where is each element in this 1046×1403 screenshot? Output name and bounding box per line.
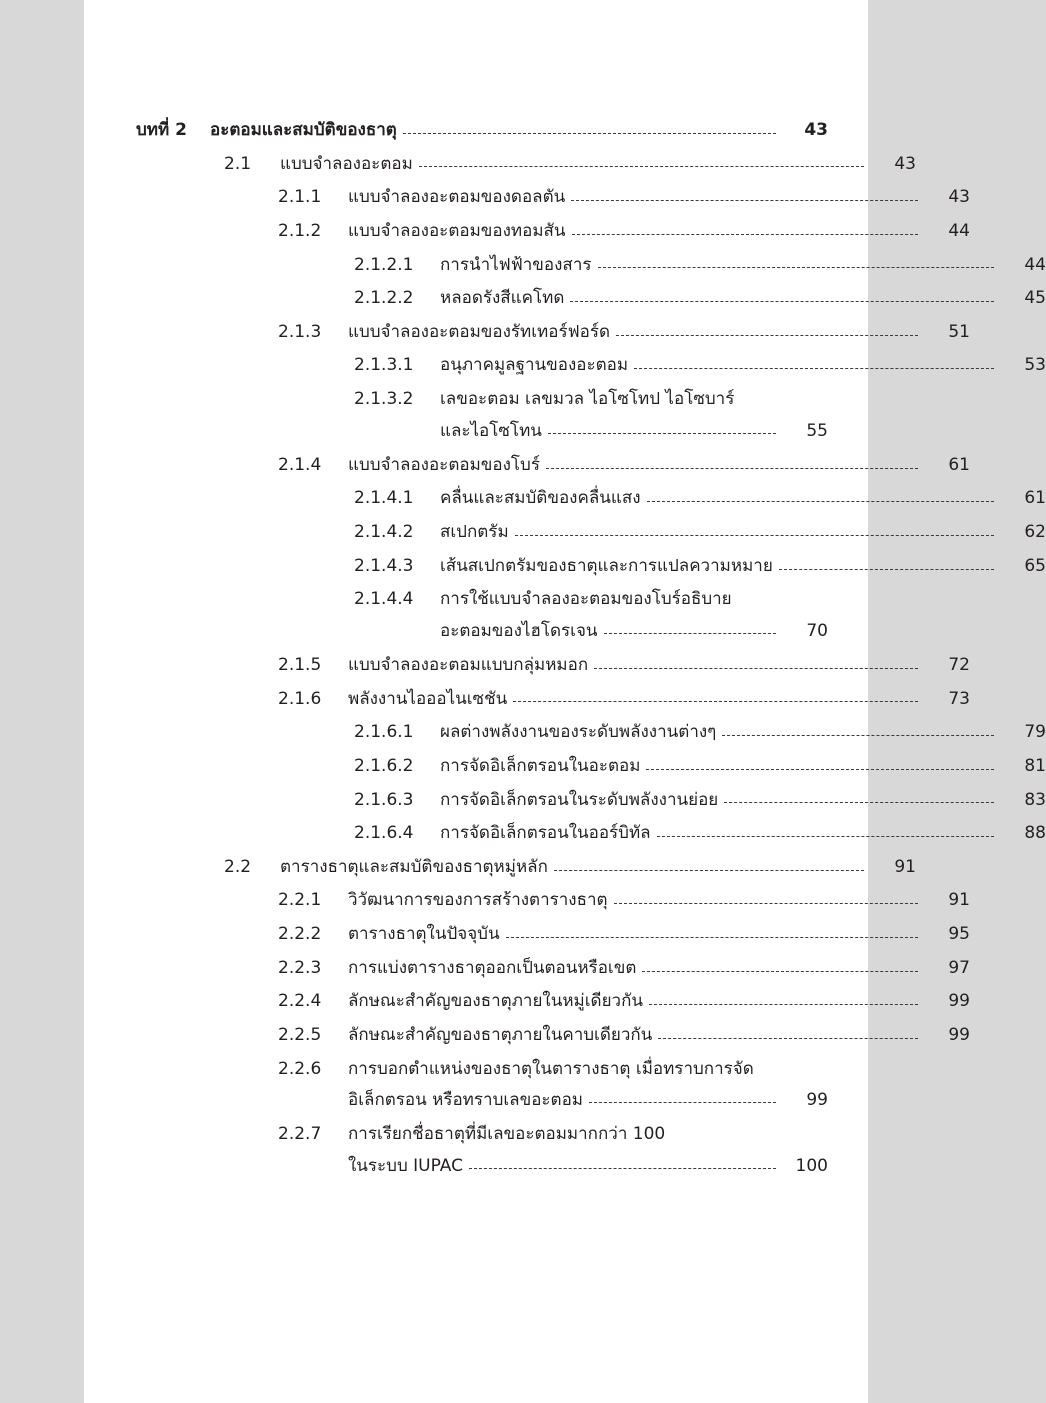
entry-page-number: 97	[948, 957, 970, 978]
entry-title: ลักษณะสำคัญของธาตุภายในคาบเดียวกัน	[348, 1025, 653, 1046]
leader-dots	[646, 769, 994, 770]
entry-number: 2.1.3.1	[354, 355, 414, 376]
toc-entry[interactable]	[136, 821, 1046, 846]
leader-dots	[554, 870, 864, 871]
entry-number: 2.1.4.4	[354, 589, 414, 610]
leader-dots	[419, 166, 864, 167]
entry-title-continued: ในระบบ IUPAC	[348, 1155, 463, 1176]
toc-entry[interactable]	[136, 219, 970, 244]
toc-entry[interactable]	[136, 653, 970, 678]
toc-entry[interactable]	[136, 855, 916, 880]
toc-entry-continuation	[136, 1152, 828, 1179]
entry-page-number: 91	[894, 856, 916, 877]
toc-entry[interactable]	[136, 1023, 970, 1048]
leader-dots	[760, 1071, 918, 1072]
toc-entry[interactable]	[136, 286, 1046, 311]
entry-title: ตารางธาตุในปัจจุบัน	[348, 924, 500, 945]
leader-dots	[614, 903, 918, 904]
entry-title: แบบจำลองอะตอมของรัทเทอร์ฟอร์ด	[348, 321, 611, 342]
entry-number: 2.1.4.3	[354, 555, 414, 576]
entry-page-number: 70	[806, 620, 828, 641]
entry-number: 2.1.2.2	[354, 288, 414, 309]
entry-page-number: 100	[795, 1155, 828, 1176]
entry-page-number: 88	[1024, 823, 1046, 844]
entry-page-number: 44	[948, 220, 970, 241]
entry-page-number: 61	[1024, 488, 1046, 509]
toc-entry-continuation	[136, 617, 828, 644]
entry-page-number: 79	[1024, 722, 1046, 743]
toc-entry[interactable]	[136, 253, 1046, 278]
leader-dots	[594, 668, 918, 669]
toc-entry[interactable]	[136, 453, 970, 478]
entry-title: การเรียกชื่อธาตุที่มีเลขอะตอมมากกว่า 100	[348, 1124, 666, 1145]
entry-page-number: 65	[1024, 555, 1046, 576]
entry-number: 2.1.4	[278, 454, 322, 475]
entry-number: 2.1.6	[278, 688, 322, 709]
entry-page-number: 45	[1024, 288, 1046, 309]
entry-title: แบบจำลองอะตอมแบบกลุ่มหมอก	[348, 654, 589, 675]
toc-entry-continuation	[136, 1086, 828, 1113]
entry-title: การใช้แบบจำลองอะตอมของโบร์อธิบาย	[440, 589, 732, 610]
entry-number: 2.1.6.1	[354, 722, 414, 743]
entry-title-continued: และไอโซโทน	[440, 420, 542, 441]
entry-number: 2.1.6.4	[354, 823, 414, 844]
entry-number: 2.2.2	[278, 924, 322, 945]
leader-dots	[722, 735, 994, 736]
entry-page-number: 72	[948, 654, 970, 675]
leader-dots	[657, 836, 994, 837]
entry-page-number: 53	[1024, 355, 1046, 376]
leader-dots	[506, 937, 918, 938]
toc-chapter-heading[interactable]	[136, 118, 828, 143]
entry-number: 2.2	[224, 856, 252, 877]
entry-number: 2.1.2	[278, 220, 322, 241]
toc-entry[interactable]	[136, 353, 1046, 378]
entry-number: 2.2.5	[278, 1025, 322, 1046]
entry-page-number: 61	[948, 454, 970, 475]
entry-page-number: 43	[894, 153, 916, 174]
entry-title: ลักษณะสำคัญของธาตุภายในหมู่เดียวกัน	[348, 991, 644, 1012]
entry-title: แบบจำลองอะตอมของดอลตัน	[348, 187, 566, 208]
toc-entry-continuation	[136, 417, 828, 444]
entry-number: 2.1.2.1	[354, 254, 414, 275]
toc-entry[interactable]	[136, 888, 970, 913]
entry-page-number: 55	[806, 420, 828, 441]
leader-dots	[513, 701, 918, 702]
entry-page-number: 99	[948, 1025, 970, 1046]
chapter-number: บทที่ 2	[136, 120, 187, 140]
entry-number: 2.2.4	[278, 991, 322, 1012]
toc-entry[interactable]	[136, 554, 1046, 579]
entry-page-number: 44	[1024, 254, 1046, 275]
leader-dots	[515, 535, 994, 536]
entry-page-number: 73	[948, 688, 970, 709]
entry-title: พลังงานไอออไนเซชัน	[348, 688, 508, 709]
entry-title: การจัดอิเล็กตรอนในระดับพลังงานย่อย	[440, 789, 719, 810]
entry-number: 2.1.6.3	[354, 789, 414, 810]
entry-title: ผลต่างพลังงานของระดับพลังงานต่างๆ	[440, 722, 717, 743]
leader-dots	[403, 133, 776, 134]
leader-dots	[616, 335, 918, 336]
toc-entry[interactable]	[136, 687, 970, 712]
toc-entry[interactable]	[136, 1057, 970, 1082]
toc-entry[interactable]	[136, 486, 1046, 511]
entry-title: การนำไฟฟ้าของสาร	[440, 254, 592, 275]
document-page	[84, 0, 1046, 1403]
toc-entry[interactable]	[136, 185, 970, 210]
entry-page-number: 62	[1024, 522, 1046, 543]
entry-title-continued: อะตอมของไฮโดรเจน	[440, 620, 598, 641]
entry-title: วิวัฒนาการของการสร้างตารางธาตุ	[348, 890, 608, 911]
entry-number: 2.2.1	[278, 890, 322, 911]
leader-dots	[570, 301, 994, 302]
entry-title: แบบจำลองอะตอมของโบร์	[348, 454, 540, 475]
entry-page-number: 95	[948, 924, 970, 945]
entry-title: หลอดรังสีแคโทด	[440, 288, 565, 309]
entry-page-number: 83	[1024, 789, 1046, 810]
chapter-title: อะตอมและสมบัติของธาตุ	[210, 120, 397, 140]
entry-page-number: 99	[948, 991, 970, 1012]
toc-entry[interactable]	[136, 587, 1046, 612]
leader-dots	[469, 1168, 776, 1169]
entry-title: การบอกตำแหน่งของธาตุในตารางธาตุ เมื่อทราบการจัด	[348, 1058, 754, 1079]
leader-dots	[546, 468, 918, 469]
toc-entry[interactable]	[136, 320, 970, 345]
leader-dots	[604, 633, 776, 634]
entry-title: แบบจำลองอะตอมของทอมสัน	[348, 220, 566, 241]
leader-dots	[647, 501, 994, 502]
entry-title: ตารางธาตุและสมบัติของธาตุหมู่หลัก	[280, 856, 548, 877]
entry-page-number: 81	[1024, 755, 1046, 776]
toc-entry[interactable]	[136, 152, 916, 177]
leader-dots	[671, 1137, 918, 1138]
entry-page-number: 43	[948, 187, 970, 208]
entry-number: 2.1.3	[278, 321, 322, 342]
entry-number: 2.1.1	[278, 187, 322, 208]
entry-title: การจัดอิเล็กตรอนในออร์บิทัล	[440, 823, 651, 844]
leader-dots	[658, 1038, 918, 1039]
leader-dots	[649, 1004, 918, 1005]
entry-number: 2.2.7	[278, 1124, 322, 1145]
toc-entry[interactable]	[136, 1122, 970, 1147]
entry-page-number: 99	[806, 1090, 828, 1111]
toc-entry[interactable]	[136, 520, 1046, 545]
toc-entry[interactable]	[136, 989, 970, 1014]
leader-dots	[571, 200, 918, 201]
leader-dots	[724, 802, 994, 803]
entry-title: คลื่นและสมบัติของคลื่นแสง	[440, 488, 641, 509]
toc-entry[interactable]	[136, 788, 1046, 813]
entry-number: 2.1	[224, 153, 252, 174]
entry-number: 2.1.4.2	[354, 522, 414, 543]
leader-dots	[779, 569, 994, 570]
toc-entry[interactable]	[136, 922, 970, 947]
entry-title: เส้นสเปกตรัมของธาตุและการแปลความหมาย	[440, 555, 773, 576]
entry-number: 2.2.6	[278, 1058, 322, 1079]
leader-dots	[572, 234, 918, 235]
entry-title-continued: อิเล็กตรอน หรือทราบเลขอะตอม	[348, 1090, 584, 1111]
entry-number: 2.1.5	[278, 654, 322, 675]
entry-number: 2.2.3	[278, 957, 322, 978]
leader-dots	[589, 1102, 776, 1103]
entry-title: แบบจำลองอะตอม	[280, 153, 413, 174]
leader-dots	[740, 402, 994, 403]
entry-page-number: 91	[948, 890, 970, 911]
entry-title: การจัดอิเล็กตรอนในอะตอม	[440, 755, 641, 776]
entry-title: สเปกตรัม	[440, 522, 509, 543]
leader-dots	[738, 602, 994, 603]
leader-dots	[598, 267, 995, 268]
leader-dots	[548, 433, 776, 434]
leader-dots	[642, 971, 918, 972]
entry-title: การแบ่งตารางธาตุออกเป็นตอนหรือเขต	[348, 957, 637, 978]
entry-number: 2.1.3.2	[354, 389, 414, 410]
entry-title: เลขอะตอม เลขมวล ไอโซโทป ไอโซบาร์	[440, 389, 735, 410]
table-of-contents	[136, 118, 1046, 1188]
toc-entry[interactable]	[136, 956, 970, 981]
leader-dots	[634, 368, 994, 369]
toc-entry[interactable]	[136, 387, 1046, 412]
toc-entry[interactable]	[136, 754, 1046, 779]
entry-page-number: 51	[948, 321, 970, 342]
entry-number: 2.1.6.2	[354, 755, 414, 776]
entry-number: 2.1.4.1	[354, 488, 414, 509]
entry-title: อนุภาคมูลฐานของอะตอม	[440, 355, 629, 376]
chapter-page-number: 43	[804, 120, 828, 140]
toc-entry[interactable]	[136, 720, 1046, 745]
